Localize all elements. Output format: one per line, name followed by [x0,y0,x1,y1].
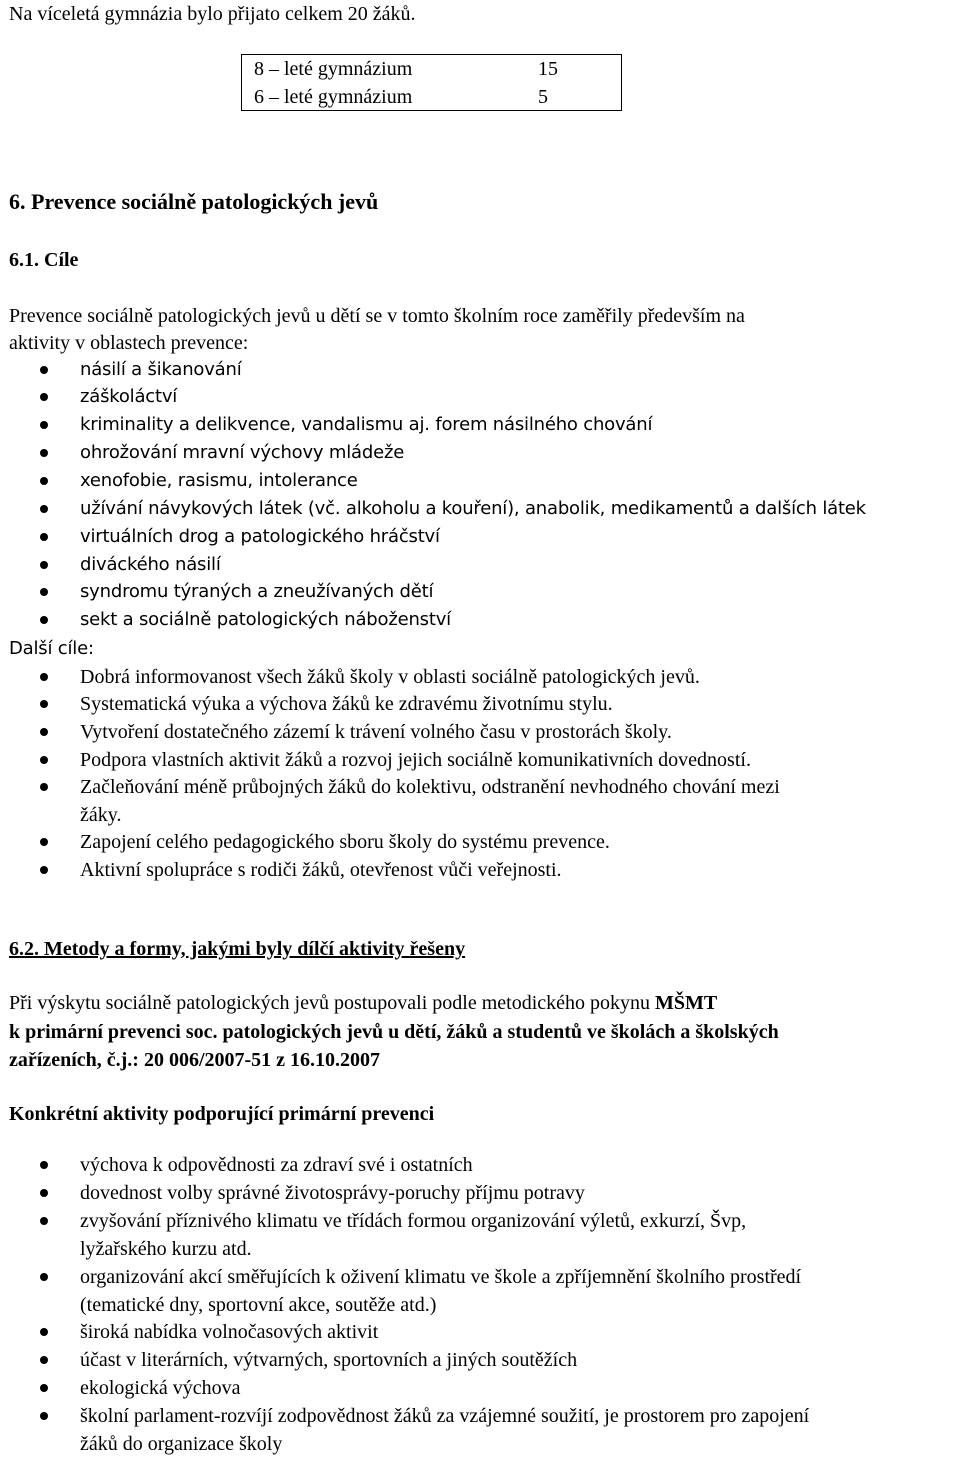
grade-count: 15 [538,58,558,80]
section-6-2-heading [9,937,465,961]
list-item-text: Podpora vlastních aktivit žáků a rozvoj jejich sociálně komunikativních dovedností. [80,749,751,771]
list-item-text: žáky. [80,804,122,826]
section-6-2-text: Při výskytu sociálně patologických jevů postupovali podle metodického pokynu [9,992,656,1014]
section-6-2-bold-text: MŠMT [655,992,718,1014]
list-item-text: syndromu týraných a zneužívaných dětí [80,581,434,602]
section-6-1-paragraph-line: Prevence sociálně patologických jevů u dětí se v tomto školním roce zaměřily především na [9,305,745,327]
section-6-1-paragraph-line: aktivity v oblastech prevence: [9,332,249,354]
bullet-icon [40,449,48,457]
list-item-text: diváckého násilí [80,554,221,575]
bullet-icon [40,1412,48,1420]
list-item-text: sekt a sociálně patologických náboženství [80,609,451,630]
section-6-2-paragraph-line: k primární prevenci soc. patologických jevů u dětí, žáků a studentů ve školách a školských [9,1021,779,1043]
list-item-text: organizování akcí směřujících k oživení klimatu ve škole a zpříjemnění školního prostředí [80,1266,802,1288]
bullet-icon [40,1161,48,1169]
list-item-text: účast v literárních, výtvarných, sportovních a jiných soutěžích [80,1349,578,1371]
bullet-icon [40,616,48,624]
section-6-2-heading-text: 6.2. Metody a formy, jakými byly dílčí aktivity řešeny [9,938,466,960]
list-item-text: žáků do organizace školy [80,1433,283,1455]
list-item-text: Zapojení celého pedagogického sboru školy do systému prevence. [80,831,610,853]
bullet-icon [40,533,48,541]
section-6-2-paragraph-line [9,991,717,1015]
grades-table [241,54,622,111]
intro-text: Na víceletá gymnázia bylo přijato celkem 20 žáků. [9,3,416,25]
list-item-text: školní parlament-rozvíjí zodpovědnost žáků za vzájemné soužití, je prostorem pro zapojení [80,1405,810,1427]
grade-count: 5 [538,86,548,108]
bullet-icon [40,1328,48,1336]
bullet-icon [40,366,48,374]
bullet-icon [40,393,48,401]
section-6-heading: 6. Prevence sociálně patologických jevů [9,189,379,214]
bullet-icon [40,1217,48,1225]
grade-label: 6 – leté gymnázium [254,86,413,108]
bullet-icon [40,1356,48,1364]
list-item-text: Aktivní spolupráce s rodiči žáků, otevřenost vůči veřejnosti. [80,859,562,881]
list-item-text: široká nabídka volnočasových aktivit [80,1321,379,1343]
bullet-icon [40,783,48,791]
bullet-icon [40,1384,48,1392]
list-item-text: kriminality a delikvence, vandalismu aj. forem násilného chování [80,414,653,435]
list-item-text: virtuálních drog a patologického hráčství [80,526,440,547]
list-item-text: Systematická výuka a výchova žáků ke zdravému životnímu stylu. [80,693,613,715]
bullet-icon [40,561,48,569]
bullet-icon [40,1273,48,1281]
list-item-text: (tematické dny, sportovní akce, soutěže atd.) [80,1294,437,1316]
section-6-1-heading: 6.1. Cíle [9,249,79,271]
bullet-icon [40,1189,48,1197]
list-item-text: záškoláctví [80,386,178,407]
other-goals-label: Další cíle: [9,638,94,659]
list-item-text: xenofobie, rasismu, intolerance [80,470,358,491]
list-item-text: lyžařského kurzu atd. [80,1238,252,1260]
bullet-icon [40,505,48,513]
bullet-icon [40,838,48,846]
list-item-text: dovednost volby správné životosprávy-poruchy příjmu potravy [80,1182,585,1204]
bullet-icon [40,477,48,485]
list-item-text: Vytvoření dostatečného zázemí k trávení volného času v prostorách školy. [80,721,672,743]
list-item-text: ohrožování mravní výchovy mládeže [80,442,405,463]
bullet-icon [40,728,48,736]
bullet-icon [40,866,48,874]
bullet-icon [40,700,48,708]
bullet-icon [40,756,48,764]
bullet-icon [40,588,48,596]
section-6-2-paragraph-line: zařízeních, č.j.: 20 006/2007-51 z 16.10.2007 [9,1049,381,1071]
list-item-text: Dobrá informovanost všech žáků školy v oblasti sociálně patologických jevů. [80,666,700,688]
grade-label: 8 – leté gymnázium [254,58,413,80]
bullet-icon [40,673,48,681]
list-item-text: ekologická výchova [80,1377,241,1399]
list-item-text: výchova k odpovědnosti za zdraví své i ostatních [80,1154,473,1176]
list-item-text: zvyšování příznivého klimatu ve třídách formou organizování výletů, exkurzí, Švp, [80,1210,747,1232]
activities-heading: Konkrétní aktivity podporující primární prevenci [9,1103,435,1125]
table-row [242,55,621,83]
list-item-text: užívání návykových látek (vč. alkoholu a kouření), anabolik, medikamentů a dalších látek [80,498,866,519]
list-item-text: násilí a šikanování [80,359,242,380]
list-item-text: Začleňování méně průbojných žáků do kolektivu, odstranění nevhodného chování mezi [80,776,780,798]
table-row [242,83,621,111]
bullet-icon [40,421,48,429]
